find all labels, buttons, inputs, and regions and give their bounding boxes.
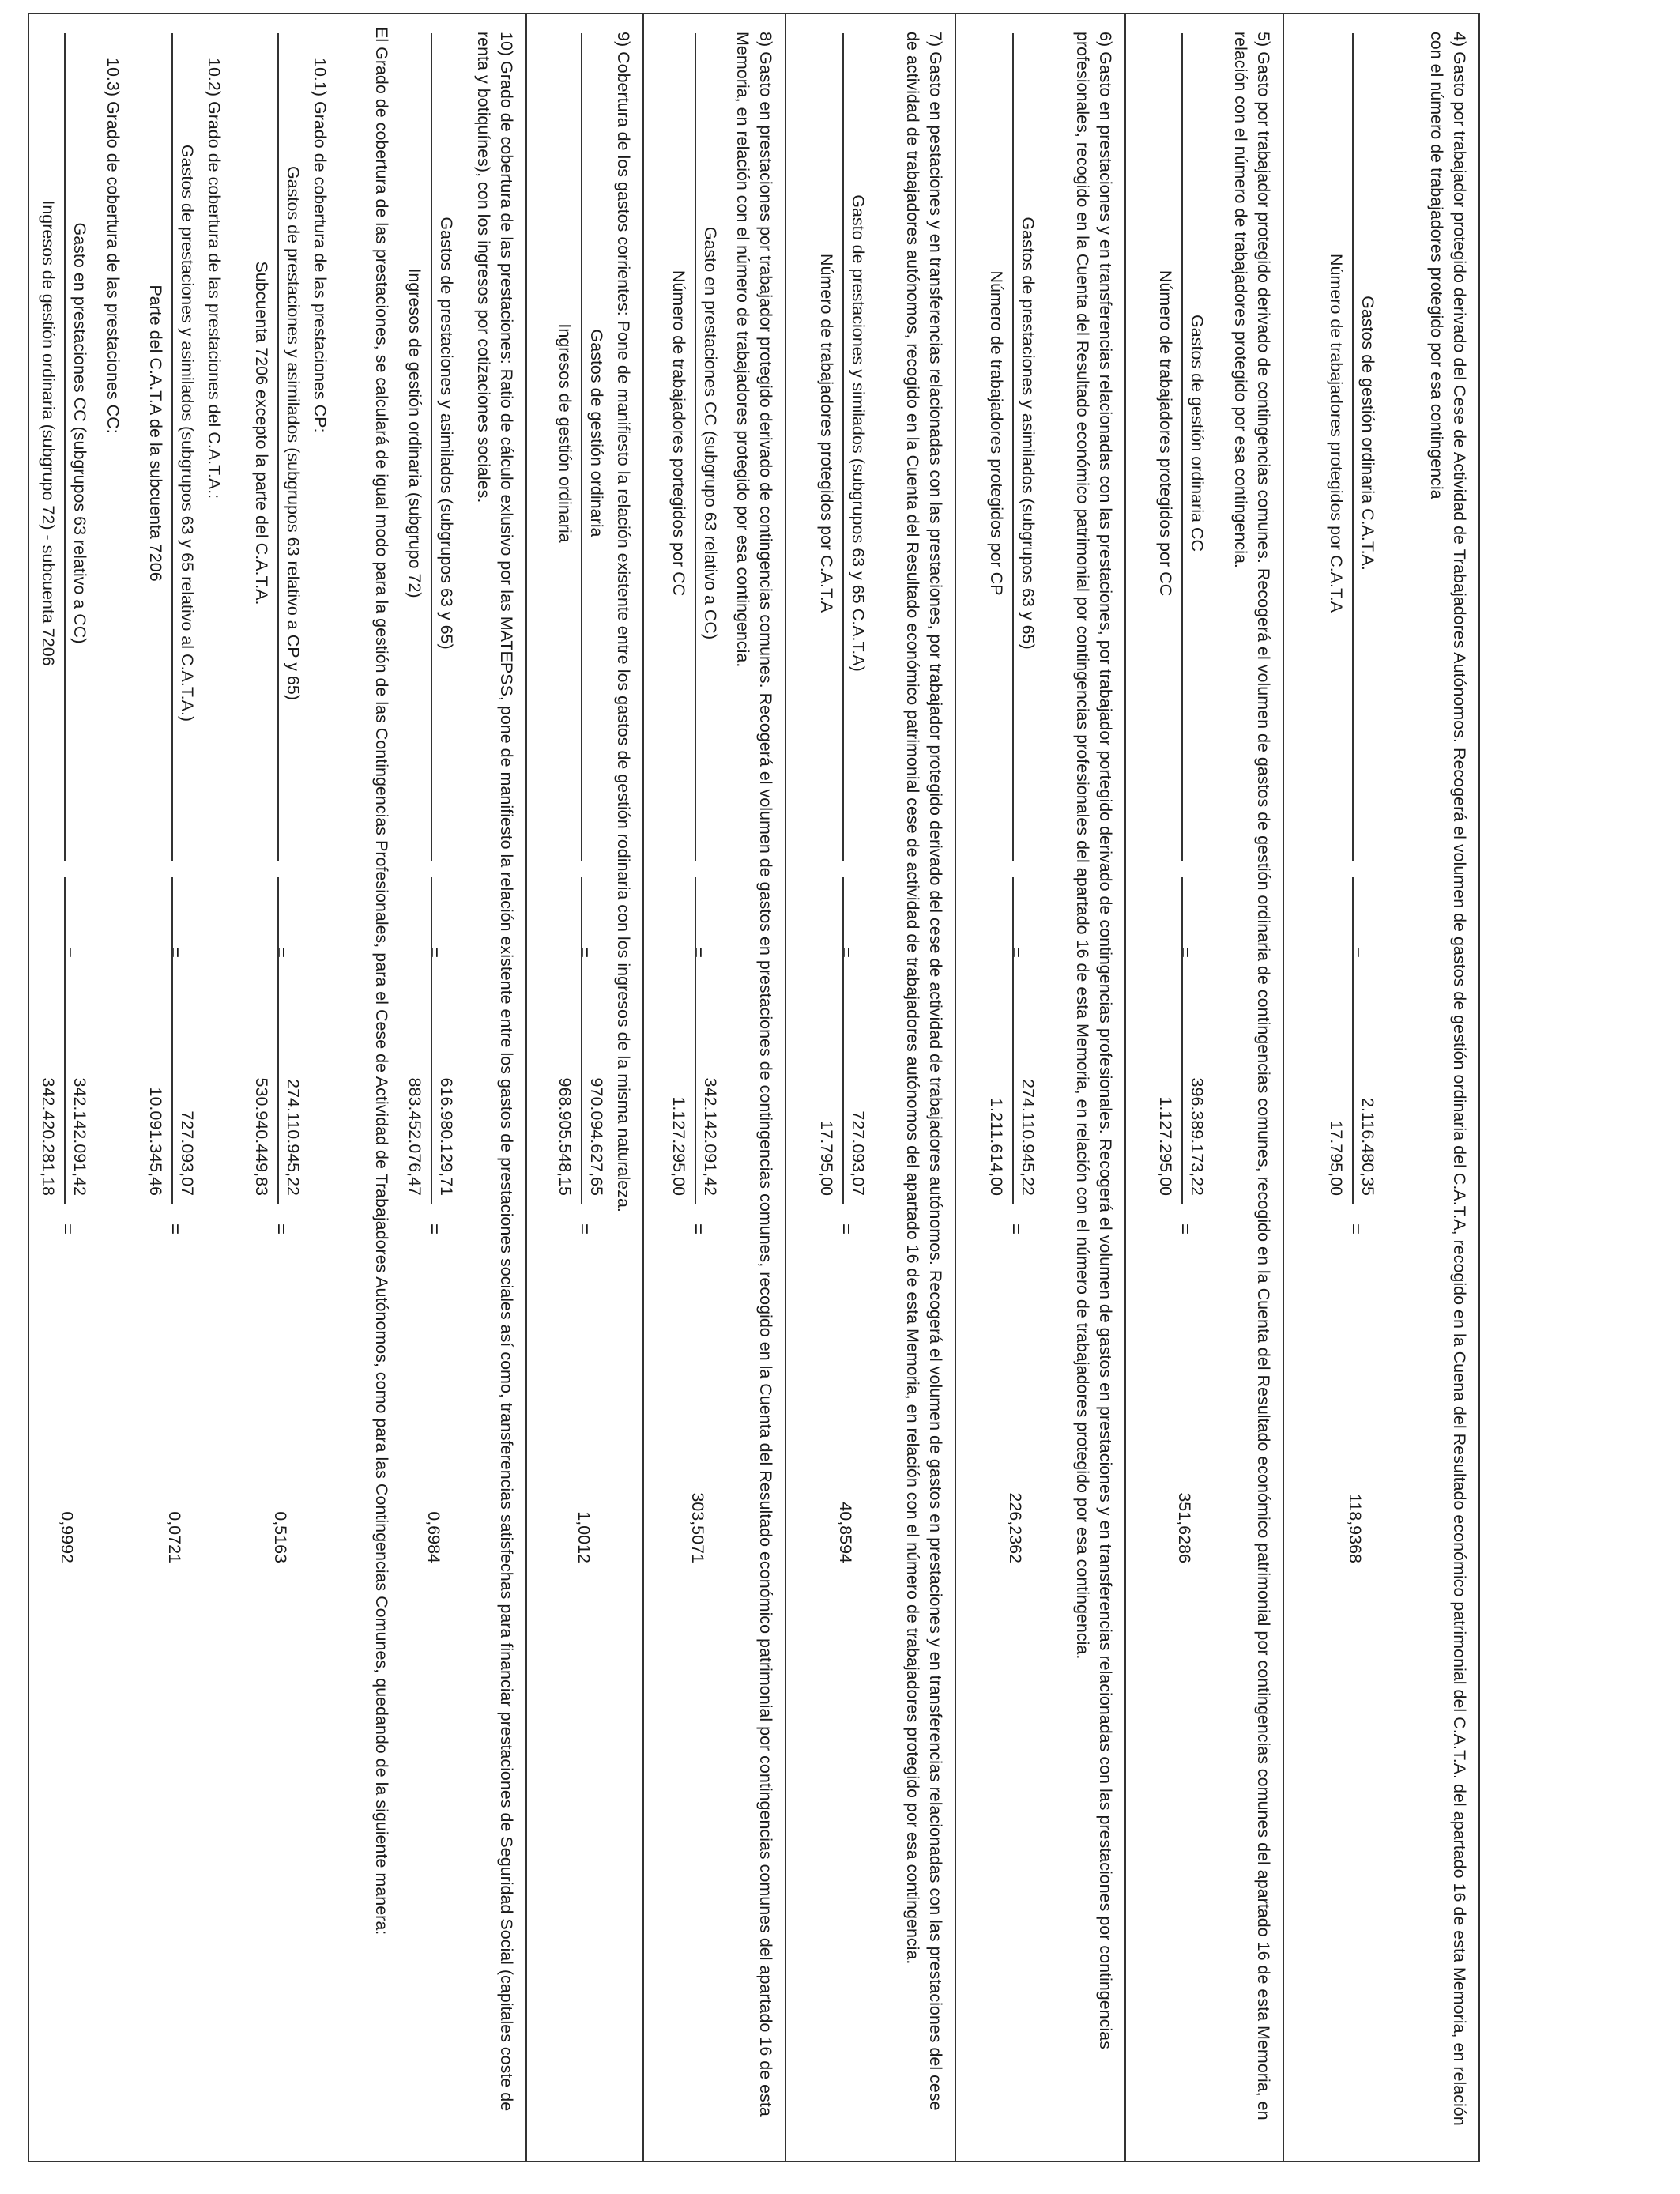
- ratio-row: [1120, 14, 1207, 2161]
- equals-sign: =: [164, 947, 186, 959]
- denominator-value: 342.420.281,18: [39, 1077, 58, 1196]
- fraction-line: [1352, 33, 1354, 861]
- ratio-row: [519, 14, 606, 2161]
- equals-sign: =: [574, 1223, 595, 1235]
- numerator-value: 970.094.627,65: [587, 1077, 606, 1196]
- equals-sign: =: [1005, 1223, 1026, 1235]
- fraction-line: [171, 877, 173, 1204]
- equals-sign: =: [1174, 947, 1196, 959]
- ratio-row: [633, 14, 720, 2161]
- equals-sign: =: [57, 1223, 78, 1235]
- numerator-label: Gastos de prestaciones y asimilados (subgrupos 63 y 65 relativo al C.A.T.A.): [178, 144, 197, 722]
- section-7: [785, 14, 955, 2161]
- numerator-value: 274.110.945,22: [284, 1079, 303, 1196]
- numerator-label: Gasto de prestaciones y similados (subgrupos 63 y 65 C.A.T.A): [849, 194, 868, 672]
- fraction-line: [695, 877, 696, 1204]
- fraction-line: [64, 877, 66, 1204]
- denominator-value: 1.127.295,00: [1156, 1096, 1175, 1196]
- denominator-value: 10.091.345,46: [146, 1087, 165, 1196]
- numerator-label: Gastos de prestaciones y asimilados (subgrupos 63 y 65): [437, 217, 456, 650]
- numerator-value: 727.093,07: [849, 1110, 868, 1196]
- ratio-value: 226,2362: [1006, 1492, 1025, 1563]
- denominator-value: 883.452.076,47: [405, 1077, 424, 1196]
- denominator-value: 17.795,00: [1327, 1120, 1346, 1196]
- equals-sign: =: [835, 1223, 857, 1235]
- section-5-description: 5) Gasto por trabajador protegido derivado de contingencias comunes. Recogerá el volumen de gastos de gestión ordinaria de contingencias comunes, recogido en la Cuenta del Resultado económico patrimonial por contingencias comunes del apartado 16 de esta Memoria, en relación con el número de trabajadores protegido por esa contingencia.: [1231, 32, 1273, 2120]
- equals-sign: =: [687, 947, 709, 959]
- subsection-heading: 10.3) Grado de cobertura de las prestaciones CC:: [104, 58, 122, 434]
- fraction-line: [171, 33, 173, 861]
- ratio-row: [781, 14, 868, 2161]
- equals-sign: =: [1005, 947, 1026, 959]
- section-10-intro: 10) Grado de cobertura de las prestaciones: Ratio de cálculo exlusivo por las MATEPSS, pone de manifiesto la relación existente entre los gastos de prestaciones sociales así como, transferencias satisfechas para financiar prestaciones de Seguridad Social (capitales coste de renta y botiquínes), con los ingresos por cotizaciones sociales.: [474, 32, 516, 2112]
- equals-sign: =: [1345, 947, 1366, 959]
- denominator-label: Parte del C.A.T.A de la subcuenta 7206: [146, 285, 165, 582]
- fraction-line: [842, 877, 844, 1204]
- denominator-label: Ingresos de gestión ordinaria (subgrupo 72): [405, 268, 424, 598]
- fraction-line: [431, 33, 432, 861]
- ratio-value: 351,6286: [1175, 1492, 1194, 1563]
- numerator-label: Gastos de gestión ordinaria CC: [1188, 315, 1207, 552]
- numerator-value: 396.389.173,22: [1188, 1077, 1207, 1196]
- fraction-line: [1181, 33, 1183, 861]
- ratio-value: 118,9368: [1346, 1493, 1365, 1563]
- ratio-value: 1,0012: [574, 1511, 593, 1563]
- equals-sign: =: [164, 1223, 186, 1235]
- ratio-row: [951, 14, 1038, 2161]
- numerator-label: Gastos de gestión ordinaria C.A.T.A.: [1358, 296, 1377, 571]
- subsection-heading: 10.2) Grado de cobertura de las prestaciones del C.A.T.A.:: [205, 58, 224, 499]
- denominator-value: 968.905.548,15: [556, 1077, 574, 1196]
- fraction-line: [695, 33, 696, 861]
- section-4: [1283, 14, 1478, 2161]
- denominator-label: Número de trabajadores protegidos por CC: [1156, 270, 1175, 597]
- denominator-value: 1.211.614,00: [987, 1098, 1006, 1196]
- fraction-line: [64, 33, 66, 861]
- denominator-label: Ingresos de gestión ordinaria: [556, 323, 574, 543]
- fraction-line: [581, 877, 582, 1204]
- section-7-description: 7) Gasto en pestaciones y en transferencias relacionadas con las prestaciones, por trabajador protegido derivado del cese de actividad de trabajadores autónomos. Recogerá el volumen de gastos en prestaciones y en transferencias relacionadas con las prestaciones del cese de actividad de trabajadores autónomos, recogido en la Cuenta del Resultado económico patrimonial cese de actividad de trabajadores autónomos del apartado 16 de esta Memoria, en relación con el número de trabajadores protegido por esa contingencia.: [903, 32, 945, 2111]
- fraction-line: [277, 877, 279, 1204]
- section-8: [642, 14, 785, 2161]
- denominator-value: 17.795,00: [817, 1120, 836, 1196]
- section-8-description: 8) Gasto en prestaciones por trabajador protegido derivado de contingencias comunes. Recogerá el volumen de gastos en prestaciones de contingencias comunes, recogido en la Cuenta del Resultado económico patrimonial por contingencias comunes del apartado 16 de esta Memoria, en relación con el número de trabajadores protegido por esa contingencia.: [733, 32, 775, 2117]
- fraction-line: [431, 877, 432, 1204]
- equals-sign: =: [424, 1223, 445, 1235]
- denominator-label: Número de trabajadores protegidos por C.A.T.A: [1327, 253, 1346, 613]
- ratio-row-10-1: [216, 14, 303, 2161]
- numerator-label: Gastos de prestaciones y asimilados (subgrupos 63 y 65): [1019, 217, 1038, 650]
- denominator-value: 530.940.449,83: [252, 1077, 271, 1196]
- ratio-row: [1290, 14, 1377, 2161]
- equals-sign: =: [687, 1223, 709, 1235]
- numerator-value: 274.110.945,22: [1019, 1079, 1038, 1196]
- ratio-value: 0,5163: [271, 1511, 290, 1563]
- section-10: [26, 14, 525, 2161]
- denominator-label: Número de trabajadores portegidos por CC: [669, 270, 688, 597]
- ratio-row-10-3: [2, 14, 89, 2161]
- section-10-note: El Grado de cobertura de las prestaciones, se calculará de igual modo para la gestión de las Contingencias Profesionales, para el Cese de Actividad de Trabajadores Autónomos, como para las Contingencias Comunes, quedando de la siguiente manera:: [372, 27, 391, 1936]
- equals-sign: =: [270, 1223, 292, 1235]
- numerator-value: 727.093,07: [178, 1110, 197, 1196]
- numerator-value: 342.142.091,42: [70, 1077, 89, 1196]
- equals-sign: =: [574, 947, 595, 959]
- denominator-label: Número de trabajadores protegidos por CP: [987, 270, 1006, 596]
- numerator-value: 342.142.091,42: [701, 1077, 720, 1196]
- fraction-line: [1181, 877, 1183, 1204]
- denominator-value: 1.127.295,00: [669, 1096, 688, 1196]
- ratio-row-10-2: [110, 14, 197, 2161]
- equals-sign: =: [57, 947, 78, 959]
- ratio-value: 303,5071: [688, 1492, 707, 1563]
- ratios-table: [28, 13, 1480, 2162]
- ratio-value: 0,6984: [424, 1511, 443, 1563]
- fraction-line: [1012, 877, 1014, 1204]
- fraction-line: [1352, 877, 1354, 1204]
- ratio-value: 0,9992: [58, 1511, 77, 1563]
- equals-sign: =: [1174, 1223, 1196, 1235]
- section-9-description: 9) Cobertura de los gastos corrientes: Pone de manifiesto la relación existente entre los gastos de gestión rodinaria con los ingresos de la misma naturaleza.: [614, 32, 633, 1212]
- fraction-line: [277, 33, 279, 861]
- denominator-label: Número de trabajadores protegidos por C.A.T.A: [817, 253, 836, 613]
- equals-sign: =: [835, 947, 857, 959]
- fraction-line: [842, 33, 844, 861]
- numerator-label: Gasto en prestaciones CC (subgrupo 63 relativo a CC): [701, 226, 720, 640]
- section-6: [955, 14, 1124, 2161]
- fraction-line: [1012, 33, 1014, 861]
- subsection-heading: 10.1) Grado de cobertura de las prestaciones CP:: [311, 58, 330, 433]
- equals-sign: =: [424, 947, 445, 959]
- numerator-label: Gastos de prestaciones y asimilados (subgrupos 63 relativo a CP y 65): [284, 165, 303, 700]
- numerator-label: Gasto en prestaciones CC (subgrupos 63 relativo a CC): [70, 222, 89, 644]
- section-5: [1124, 14, 1283, 2161]
- section-4-description: 4) Gasto por trabajador protegido derivado del Cese de Actividad de Trabajadores Autónomos. Recogerá el volumen de gastos de gestión ordinaria del C.A.T.A, recogido en la Cuena del Resultado económico patrimonial del C.A.T.A. del apartado 16 de esta Memoria, en relación con el número de trabajadores protegido por esa contingencia: [1427, 32, 1469, 2126]
- fraction-line: [581, 33, 582, 861]
- equals-sign: =: [1345, 1223, 1366, 1235]
- ratio-value: 40,8594: [836, 1502, 855, 1563]
- numerator-label: Gastos de gestión ordinaria: [587, 329, 606, 537]
- numerator-value: 616.980.129,71: [437, 1077, 456, 1196]
- ratio-value: 0,0721: [165, 1511, 184, 1563]
- denominator-label: Ingresos de gestión ordinaria (subgrupo 72) - subcuenta 7206: [39, 200, 58, 666]
- denominator-label: Subcuenta 7206 excepto la parte del C.A.T.A.: [252, 261, 271, 605]
- equals-sign: =: [270, 947, 292, 959]
- section-6-description: 6) Gasto en prestaciones y en transferencias relacionadas con las prestaciones, por trabajador portegido derivado de contingencias profesionales. Recogerá el volumen de gastos en prestaciones y en transferencias relacionadas con las prestaciones por contingencias profesionales, recogido en la Cuenta del Resultado económico patrimonial por contingencias profesionales del apartado 16 de esta Memoria, en relación con el número de trabajadores protegido por esa contingencia.: [1073, 32, 1115, 2049]
- section-9: [525, 14, 642, 2161]
- numerator-value: 2.116.480,35: [1358, 1098, 1377, 1196]
